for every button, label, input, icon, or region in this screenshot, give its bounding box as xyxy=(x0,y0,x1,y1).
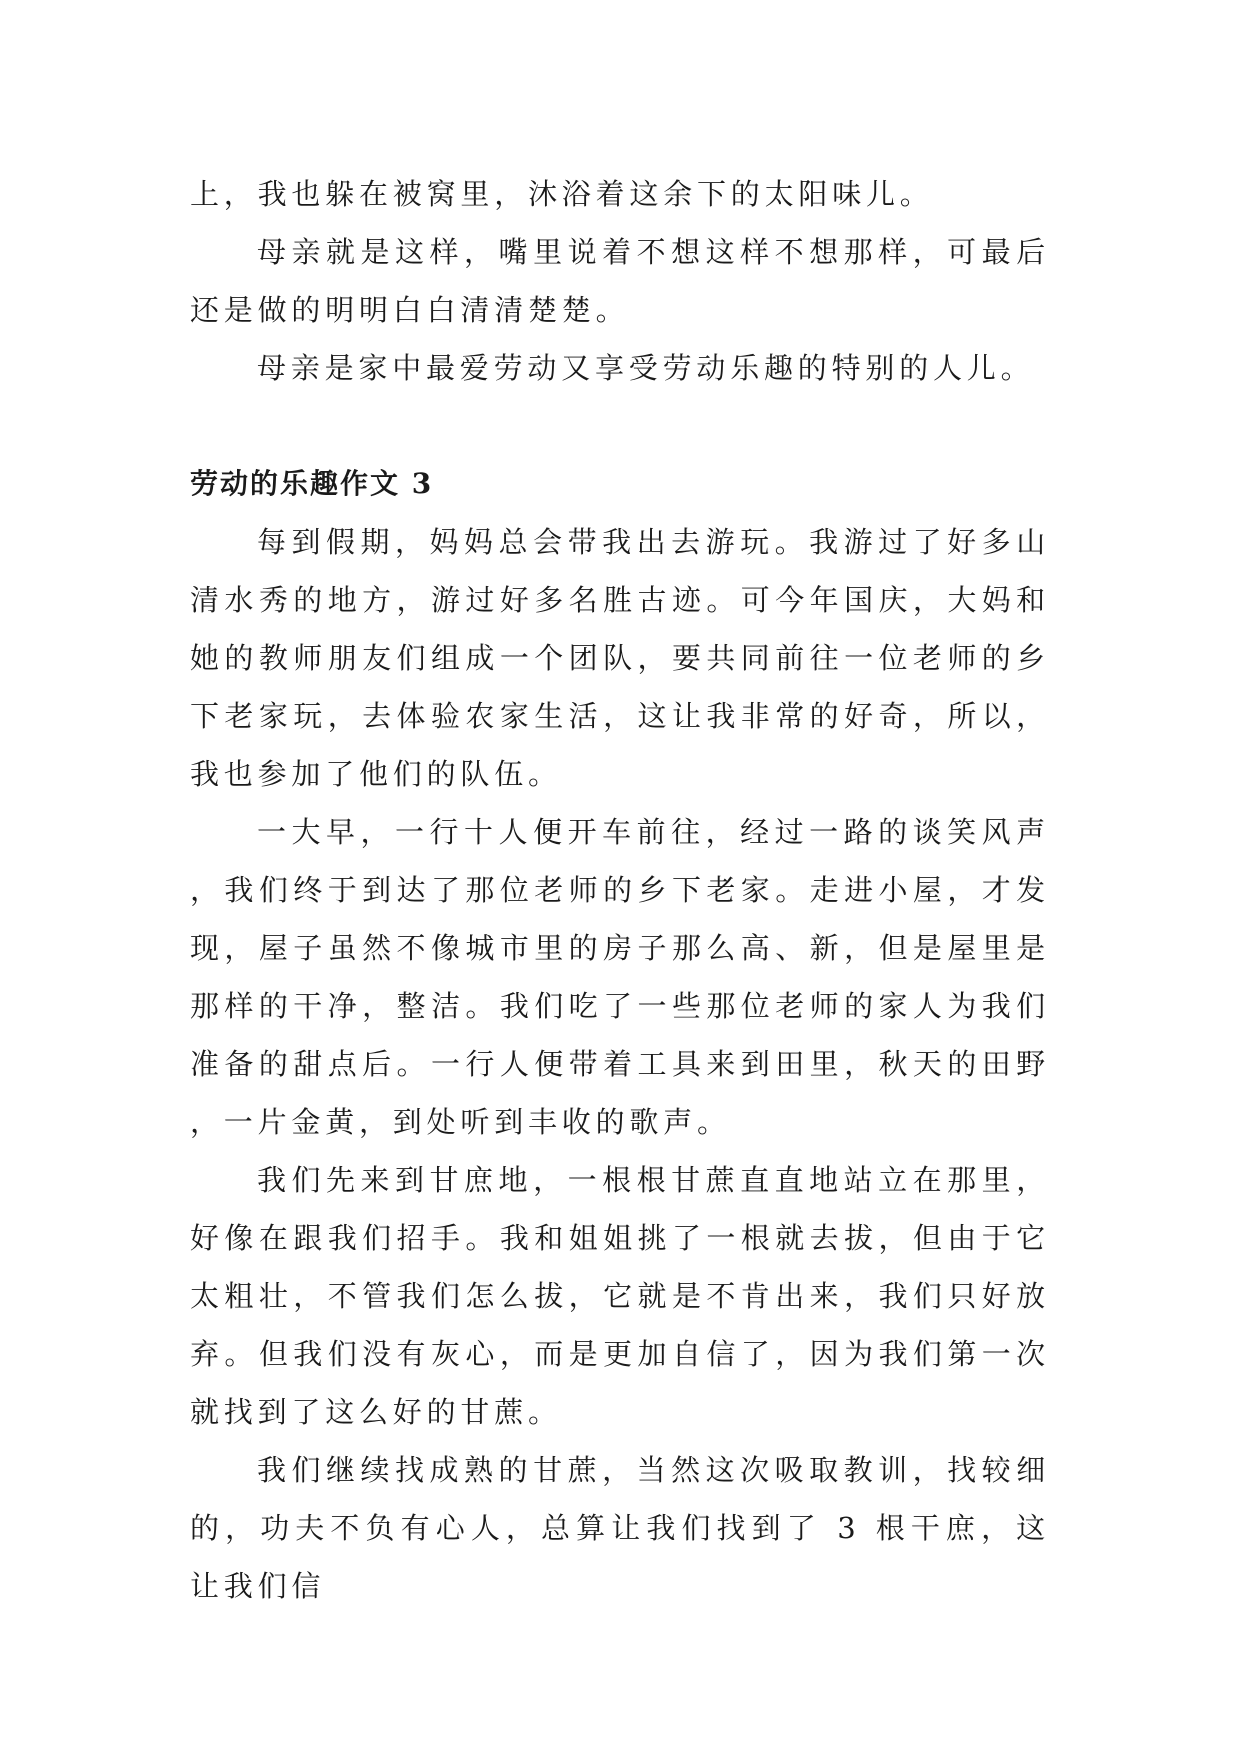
paragraph-1: 上，我也躲在被窝里，沐浴着这余下的太阳味儿。 xyxy=(190,177,934,211)
paragraph-2: 母亲就是这样，嘴里说着不想这样不想那样，可最后还是做的明明白白清清楚楚。 xyxy=(190,235,1050,327)
document-page xyxy=(190,165,1050,1615)
paragraph-5: 一大早，一行十人便开车前往，经过一路的谈笑风声，我们终于到达了那位老师的乡下老家。走进小屋，才发现，屋子虽然不像城市里的房子那么高、新，但是屋里是那样的干净，整洁。我们吃了一些那位老师的家人为我们准备的甜点后。一行人便带着工具来到田里，秋天的田野，一片金黄，到处听到丰收的歌声。 xyxy=(190,815,1050,1139)
paragraph-7: 我们继续找成熟的甘蔗，当然这次吸取教训，找较细的，功夫不负有心人，总算让我们找到了 3 根干庶，这让我们信 xyxy=(190,1453,1050,1603)
section-spacer xyxy=(190,397,1050,455)
section-title: 劳动的乐趣作文 3 xyxy=(190,467,434,500)
paragraph-6: 我们先来到甘庶地，一根根甘蔗直直地站立在那里，好像在跟我们招手。我和姐姐挑了一根就去拔，但由于它太粗壮，不管我们怎么拔，它就是不肯出来，我们只好放弃。但我们没有灰心，而是更加自信了，因为我们第一次就找到了这么好的甘蔗。 xyxy=(190,1163,1050,1429)
paragraph-4: 每到假期，妈妈总会带我出去游玩。我游过了好多山清水秀的地方，游过好多名胜古迹。可今年国庆，大妈和她的教师朋友们组成一个团队，要共同前往一位老师的乡下老家玩，去体验农家生活，这让我非常的好奇，所以，我也参加了他们的队伍。 xyxy=(190,525,1050,791)
paragraph-3: 母亲是家中最爱劳动又享受劳动乐趣的特别的人儿。 xyxy=(257,351,1035,385)
